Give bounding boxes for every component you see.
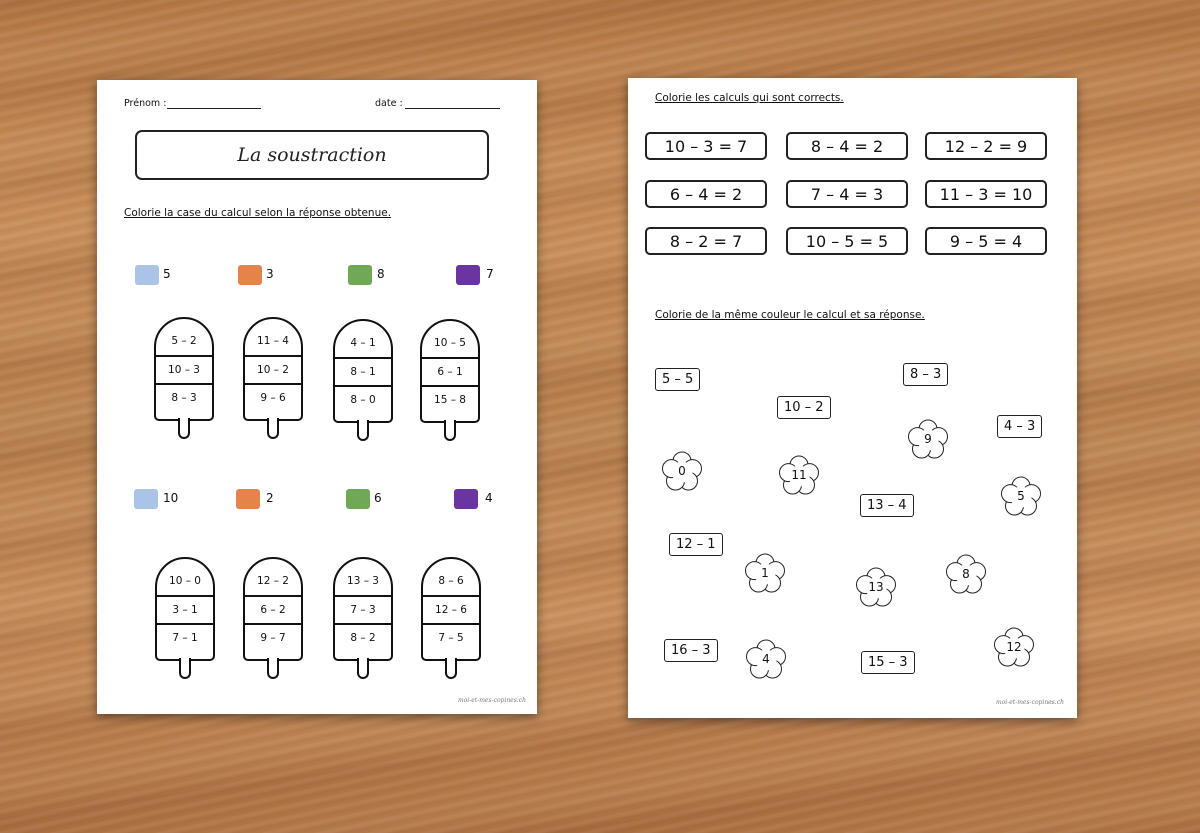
popsicle-calc: 9 – 6 xyxy=(260,392,286,404)
popsicle-divider xyxy=(156,355,212,357)
popsicle-stick xyxy=(179,658,191,679)
footer-credit: moi-et-mes-copines.ch xyxy=(458,697,526,704)
popsicle-calc: 12 – 2 xyxy=(257,575,289,587)
flower xyxy=(991,625,1037,671)
flower xyxy=(659,449,705,495)
popsicle-stick xyxy=(357,420,369,441)
color-swatch-purple xyxy=(456,265,480,285)
calc-box: 8 – 3 xyxy=(903,363,948,386)
equation-box: 6 – 4 = 2 xyxy=(645,180,767,208)
flower-number: 12 xyxy=(1006,640,1022,654)
popsicle xyxy=(333,557,393,679)
equation-box: 8 – 4 = 2 xyxy=(786,132,908,160)
popsicle-stick xyxy=(178,418,190,439)
swatch-number: 3 xyxy=(266,267,274,281)
popsicle-body xyxy=(333,557,393,661)
calc-box: 5 – 5 xyxy=(655,368,700,391)
color-swatch-blue xyxy=(134,489,158,509)
flower xyxy=(998,474,1044,520)
popsicle-calc: 11 – 4 xyxy=(257,335,289,347)
color-swatch-green xyxy=(346,489,370,509)
flower-number: 11 xyxy=(791,468,807,482)
popsicle-calc: 7 – 3 xyxy=(350,604,376,616)
equation-box: 10 – 5 = 5 xyxy=(786,227,908,255)
prenom-line xyxy=(167,108,261,109)
popsicle-calc: 7 – 5 xyxy=(438,632,464,644)
swatch-number: 5 xyxy=(163,267,171,281)
swatch-number: 7 xyxy=(486,267,494,281)
popsicle xyxy=(421,557,481,679)
footer-credit: moi-et-mes-copines.ch xyxy=(996,699,1064,706)
color-swatch-green xyxy=(348,265,372,285)
flower-number: 1 xyxy=(761,566,769,580)
popsicle-divider xyxy=(423,595,479,597)
popsicle xyxy=(155,557,215,679)
color-swatch-purple xyxy=(454,489,478,509)
swatch-number: 6 xyxy=(374,491,382,505)
calc-box: 15 – 3 xyxy=(861,651,915,674)
popsicle-calc: 10 – 3 xyxy=(168,364,200,376)
popsicle-divider xyxy=(245,383,301,385)
calc-box: 10 – 2 xyxy=(777,396,831,419)
popsicle-divider xyxy=(157,623,213,625)
flower-number: 0 xyxy=(678,464,686,478)
popsicle-stick xyxy=(357,658,369,679)
popsicle-divider xyxy=(422,385,478,387)
popsicle-calc: 10 – 5 xyxy=(434,337,466,349)
instruction-correct: Colorie les calculs qui sont corrects. xyxy=(655,92,844,104)
flower xyxy=(743,637,789,683)
popsicle-divider xyxy=(335,623,391,625)
popsicle-calc: 3 – 1 xyxy=(172,604,198,616)
popsicle xyxy=(243,317,303,439)
popsicle-body xyxy=(333,319,393,423)
calc-box: 12 – 1 xyxy=(669,533,723,556)
flower xyxy=(905,417,951,463)
flower-number: 9 xyxy=(924,432,932,446)
popsicle-calc: 8 – 6 xyxy=(438,575,464,587)
popsicle-stick xyxy=(445,658,457,679)
date-label: date : xyxy=(375,98,403,109)
date-line xyxy=(405,108,500,109)
popsicle-divider xyxy=(422,357,478,359)
popsicle-calc: 7 – 1 xyxy=(172,632,198,644)
popsicle-calc: 8 – 0 xyxy=(350,394,376,406)
equation-box: 11 – 3 = 10 xyxy=(925,180,1047,208)
flower-number: 4 xyxy=(762,652,770,666)
popsicle xyxy=(333,319,393,441)
popsicle-body xyxy=(420,319,480,423)
popsicle-divider xyxy=(335,385,391,387)
calc-box: 13 – 4 xyxy=(860,494,914,517)
popsicle-stick xyxy=(444,420,456,441)
flower xyxy=(943,552,989,598)
equation-box: 12 – 2 = 9 xyxy=(925,132,1047,160)
prenom-label: Prénom : xyxy=(124,98,167,109)
color-swatch-orange xyxy=(236,489,260,509)
flower-number: 8 xyxy=(962,567,970,581)
instruction-match: Colorie de la même couleur le calcul et sa réponse. xyxy=(655,309,925,321)
popsicle-divider xyxy=(156,383,212,385)
popsicle-divider xyxy=(335,595,391,597)
popsicle-calc: 5 – 2 xyxy=(171,335,197,347)
popsicle-calc: 4 – 1 xyxy=(350,337,376,349)
popsicle-body xyxy=(243,317,303,421)
popsicle-divider xyxy=(245,355,301,357)
color-swatch-orange xyxy=(238,265,262,285)
flower-number: 13 xyxy=(868,580,884,594)
popsicle-body xyxy=(421,557,481,661)
popsicle xyxy=(243,557,303,679)
worksheet-left xyxy=(97,80,537,714)
equation-box: 8 – 2 = 7 xyxy=(645,227,767,255)
popsicle-body xyxy=(155,557,215,661)
calc-box: 16 – 3 xyxy=(664,639,718,662)
popsicle-divider xyxy=(245,595,301,597)
page-title: La soustraction xyxy=(237,144,387,166)
swatch-number: 4 xyxy=(485,491,493,505)
popsicle-stick xyxy=(267,658,279,679)
popsicle-calc: 9 – 7 xyxy=(260,632,286,644)
swatch-number: 2 xyxy=(266,491,274,505)
equation-box: 7 – 4 = 3 xyxy=(786,180,908,208)
flower xyxy=(776,453,822,499)
popsicle xyxy=(154,317,214,439)
popsicle-calc: 8 – 3 xyxy=(171,392,197,404)
popsicle xyxy=(420,319,480,441)
popsicle-calc: 10 – 2 xyxy=(257,364,289,376)
instruction-left: Colorie la case du calcul selon la réponse obtenue. xyxy=(124,207,392,219)
flower-number: 5 xyxy=(1017,489,1025,503)
popsicle-calc: 8 – 1 xyxy=(350,366,376,378)
popsicle-stick xyxy=(267,418,279,439)
popsicle-calc: 6 – 1 xyxy=(437,366,463,378)
color-swatch-blue xyxy=(135,265,159,285)
popsicle-body xyxy=(154,317,214,421)
title-box xyxy=(135,130,489,180)
popsicle-divider xyxy=(157,595,213,597)
popsicle-calc: 12 – 6 xyxy=(435,604,467,616)
popsicle-body xyxy=(243,557,303,661)
popsicle-divider xyxy=(245,623,301,625)
popsicle-divider xyxy=(423,623,479,625)
flower xyxy=(853,565,899,611)
popsicle-calc: 6 – 2 xyxy=(260,604,286,616)
popsicle-calc: 13 – 3 xyxy=(347,575,379,587)
popsicle-calc: 8 – 2 xyxy=(350,632,376,644)
worksheet-right xyxy=(628,78,1077,718)
popsicle-calc: 15 – 8 xyxy=(434,394,466,406)
swatch-number: 8 xyxy=(377,267,385,281)
equation-box: 10 – 3 = 7 xyxy=(645,132,767,160)
popsicle-divider xyxy=(335,357,391,359)
flower xyxy=(742,551,788,597)
swatch-number: 10 xyxy=(163,491,179,505)
popsicle-calc: 10 – 0 xyxy=(169,575,201,587)
equation-box: 9 – 5 = 4 xyxy=(925,227,1047,255)
calc-box: 4 – 3 xyxy=(997,415,1042,438)
